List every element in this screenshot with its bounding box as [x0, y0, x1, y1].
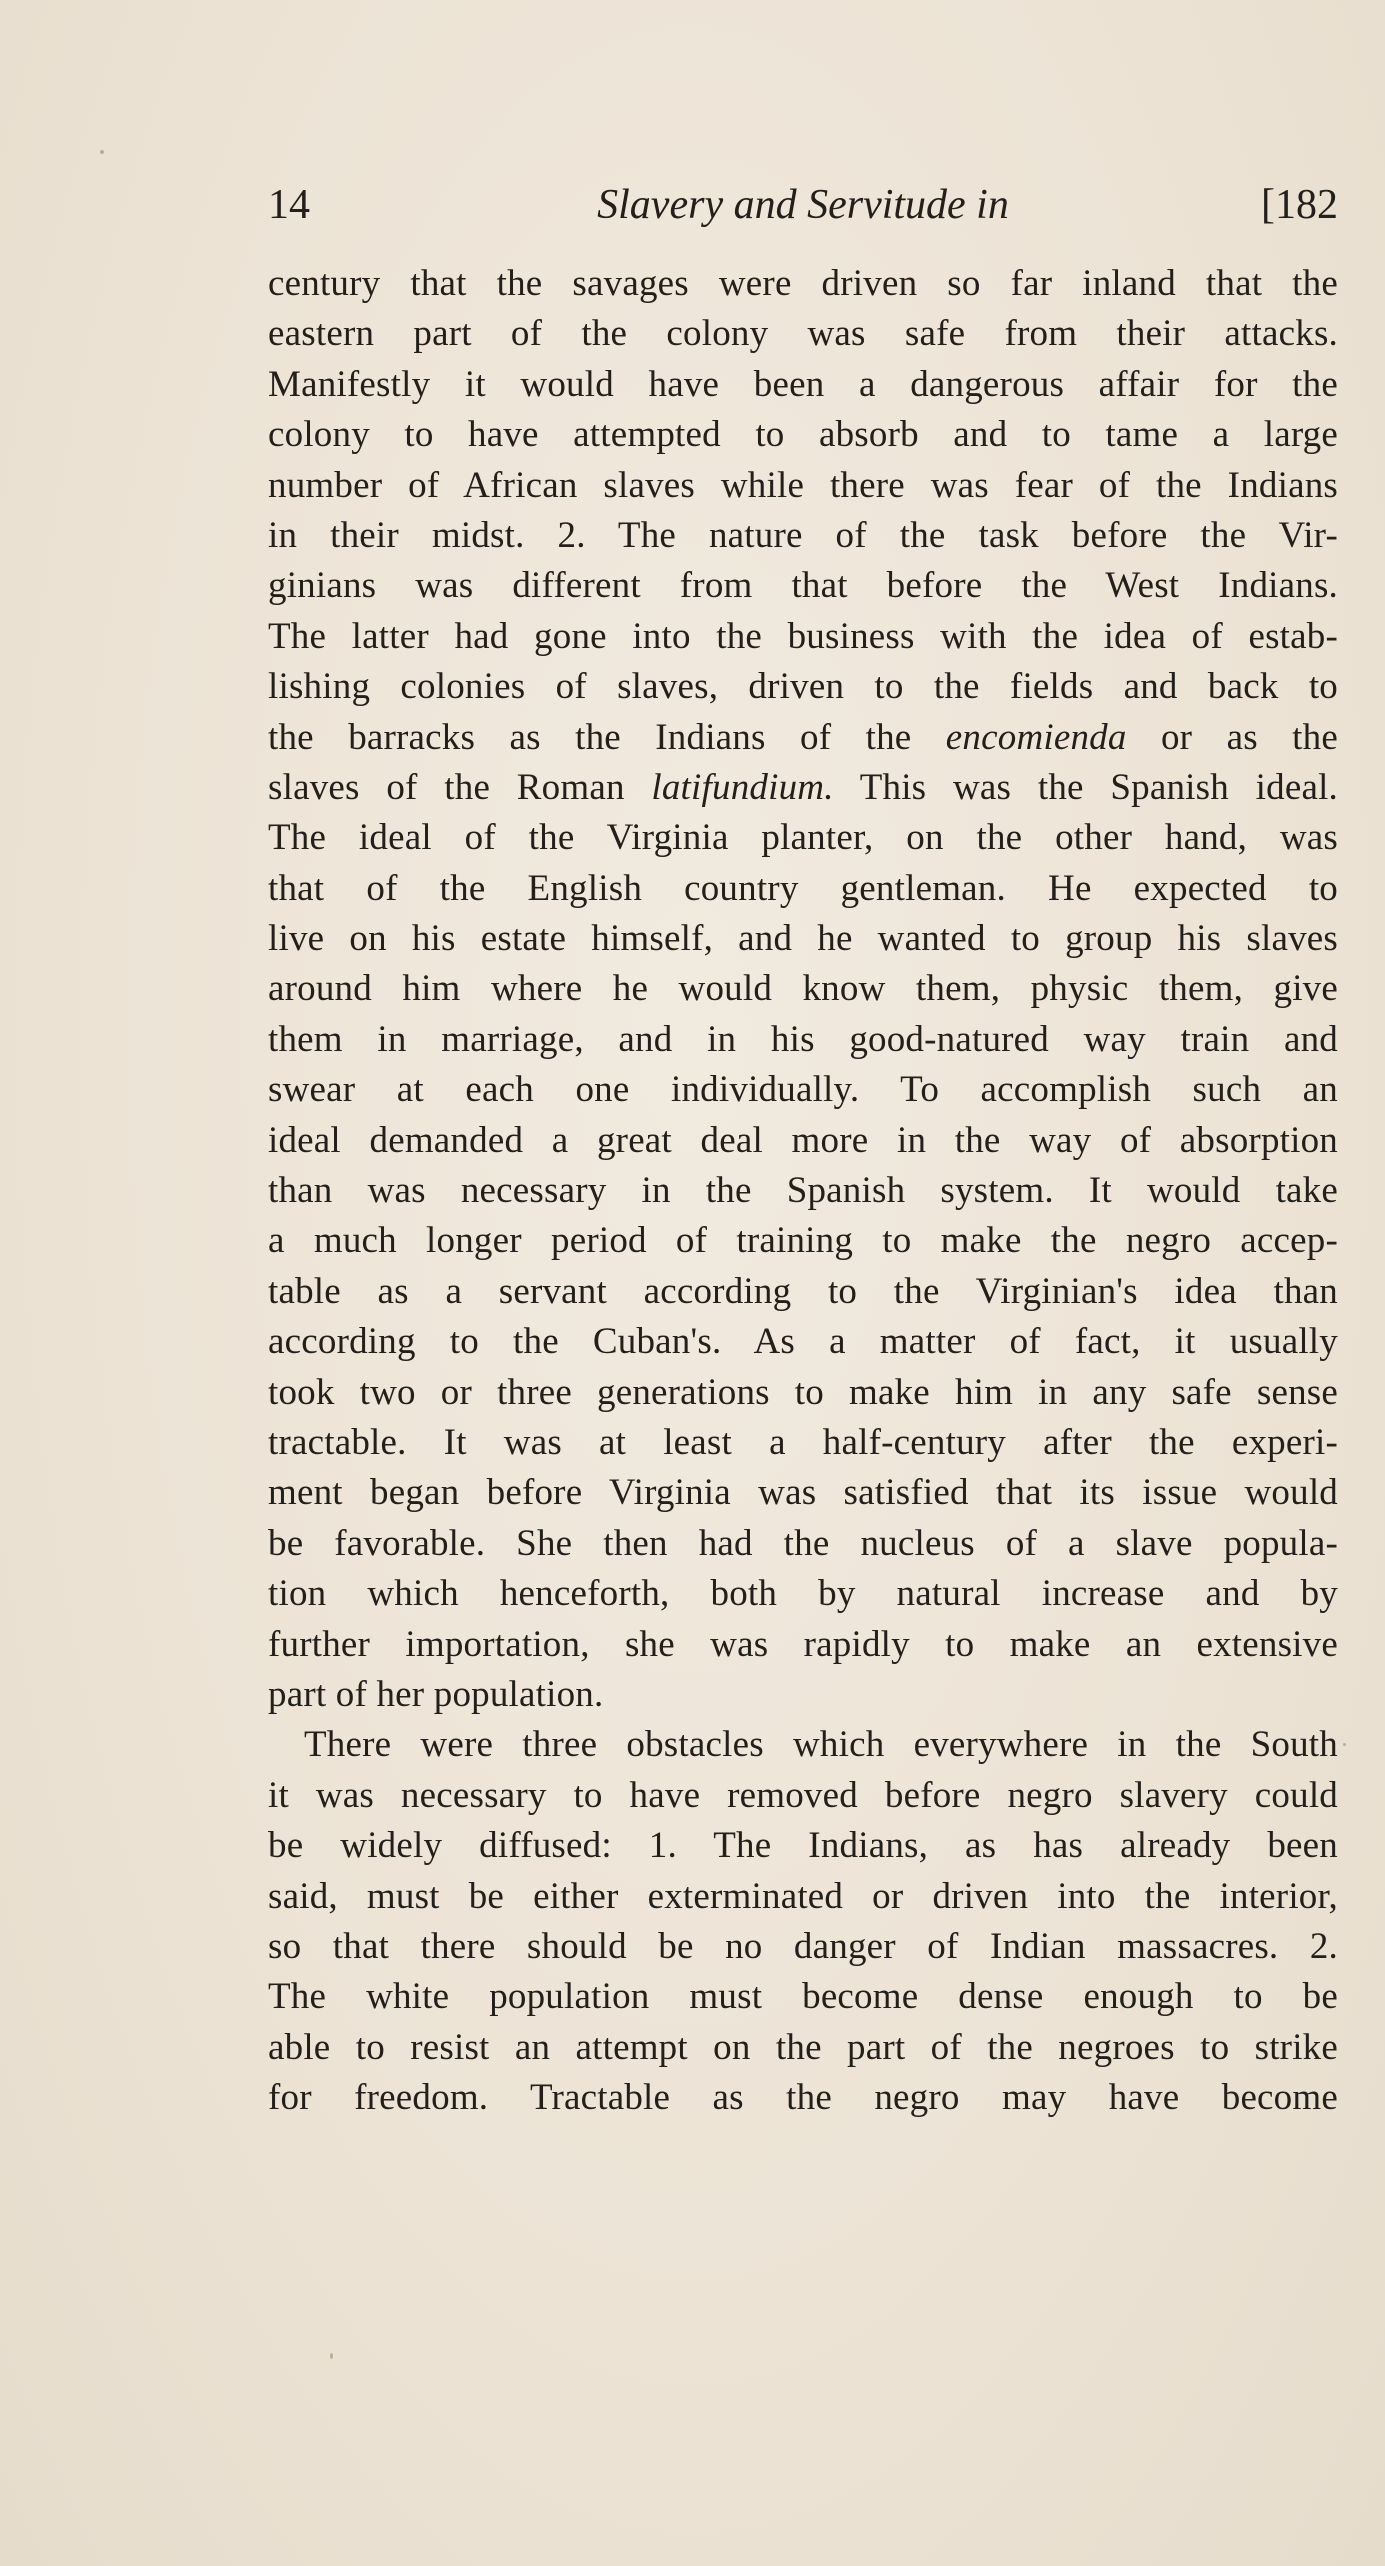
- text-run: the barracks as the Indians of the: [268, 716, 946, 758]
- paper-speck: [330, 2353, 333, 2359]
- text-line: lishing colonies of slaves, driven to the fields and back to: [268, 666, 1338, 708]
- text-line: century that the savages were driven so far inland that the: [268, 263, 1338, 304]
- italic-term: encomienda: [945, 716, 1127, 758]
- text-line: a much longer period of training to make the negro accep-: [268, 1220, 1338, 1262]
- text-line: them in marriage, and in his good-natured way train and: [268, 1018, 1338, 1060]
- text-line: The latter had gone into the business with the idea of estab-: [268, 615, 1338, 657]
- italic-term: latifundium.: [651, 766, 834, 808]
- text-line: said, must be either exterminated or driven into the interior,: [268, 1875, 1338, 1917]
- text-line: than was necessary in the Spanish system. It would take: [268, 1170, 1338, 1212]
- paper-speck: [1343, 1743, 1346, 1746]
- text-line: number of African slaves while there was fear of the Indians: [268, 464, 1338, 506]
- text-line: able to resist an attempt on the part of the negroes to strike: [268, 2026, 1338, 2068]
- running-header: [268, 175, 1338, 235]
- text-run: slaves of the Roman: [268, 766, 652, 808]
- text-line: for freedom. Tractable as the negro may have become: [268, 2077, 1338, 2119]
- text-line: part of her population.: [268, 1673, 604, 1715]
- text-line: further importation, she was rapidly to make an extensive: [268, 1623, 1338, 1665]
- section-reference: [182: [1261, 182, 1338, 228]
- text-line: took two or three generations to make him in any safe sense: [268, 1371, 1338, 1413]
- text-line: live on his estate himself, and he wanted to group his slaves: [268, 918, 1338, 960]
- text-line: around him where he would know them, physic them, give: [268, 968, 1338, 1010]
- text-line: tion which henceforth, both by natural increase and by: [268, 1573, 1338, 1615]
- text-line: ginians was different from that before the West Indians.: [268, 565, 1338, 607]
- text-line: [268, 763, 1338, 813]
- paper-speck: [100, 150, 104, 154]
- text-line: ment began before Virginia was satisfied that its issue would: [268, 1472, 1338, 1514]
- text-line: that of the English country gentleman. He expected to: [268, 867, 1338, 909]
- body-text: [268, 259, 1338, 2123]
- text-line: colony to have attempted to absorb and to tame a large: [268, 414, 1338, 456]
- text-line: ideal demanded a great deal more in the way of absorption: [268, 1119, 1338, 1161]
- running-title: Slavery and Servitude in: [597, 182, 1009, 228]
- text-line: There were three obstacles which everywhere in the South: [304, 1724, 1338, 1766]
- text-line: be favorable. She then had the nucleus of a slave popula-: [268, 1522, 1338, 1564]
- text-line: it was necessary to have removed before negro slavery could: [268, 1774, 1338, 1816]
- text-line: according to the Cuban's. As a matter of fact, it usually: [268, 1321, 1338, 1363]
- text-line: in their midst. 2. The nature of the task before the Vir-: [268, 514, 1338, 556]
- text-line: be widely diffused: 1. The Indians, as has already been: [268, 1825, 1338, 1867]
- text-line: tractable. It was at least a half-century after the experi-: [268, 1421, 1338, 1463]
- text-line: eastern part of the colony was safe from their attacks.: [268, 313, 1338, 355]
- text-run: This was the Spanish ideal.: [833, 766, 1338, 808]
- text-line: [268, 713, 1338, 763]
- text-line: The white population must become dense enough to be: [268, 1976, 1338, 2018]
- text-run: or as the: [1126, 716, 1338, 758]
- text-line: table as a servant according to the Virginian's idea than: [268, 1270, 1338, 1312]
- page-number: 14: [268, 182, 310, 228]
- text-line: The ideal of the Virginia planter, on the other hand, was: [268, 817, 1338, 859]
- text-line: swear at each one individually. To accomplish such an: [268, 1069, 1338, 1111]
- text-line: Manifestly it would have been a dangerous affair for the: [268, 363, 1338, 405]
- text-line: so that there should be no danger of Indian massacres. 2.: [268, 1925, 1338, 1967]
